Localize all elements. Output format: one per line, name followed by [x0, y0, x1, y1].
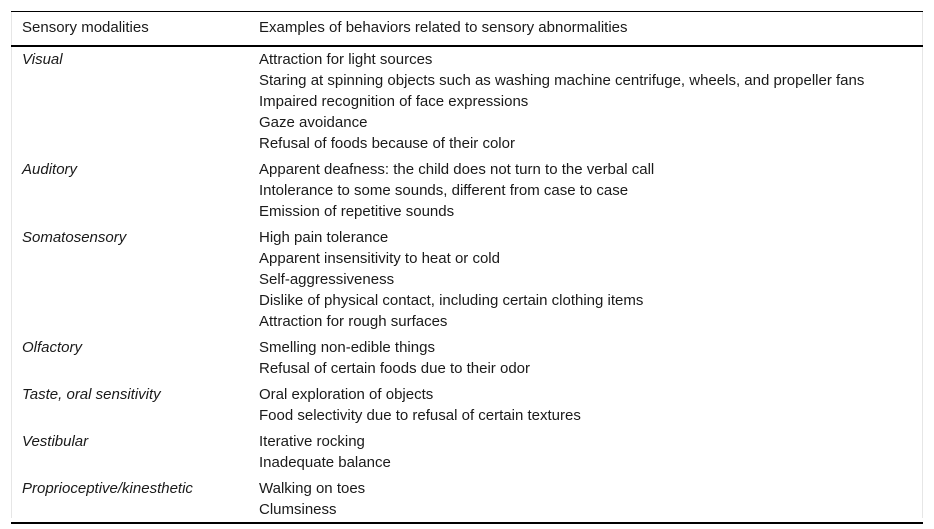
- example-item: Apparent deafness: the child does not turn to the verbal call: [259, 161, 655, 178]
- examples-cell: [259, 430, 923, 477]
- table-row: [11, 477, 923, 523]
- modality-cell: Vestibular: [22, 433, 89, 450]
- examples-cell: [259, 383, 923, 430]
- example-item: Clumsiness: [259, 501, 337, 518]
- modality-cell: Visual: [22, 51, 63, 68]
- table-row: [11, 158, 923, 226]
- modality-cell: Olfactory: [22, 339, 83, 356]
- modality-cell: Taste, oral sensitivity: [22, 386, 161, 403]
- table-row: [11, 226, 923, 336]
- examples-cell: [259, 46, 923, 158]
- example-item: Intolerance to some sounds, different from case to case: [259, 182, 629, 199]
- example-item: Food selectivity due to refusal of certain textures: [259, 407, 581, 424]
- example-item: Refusal of certain foods due to their odor: [259, 360, 530, 377]
- examples-cell: [259, 158, 923, 226]
- modality-cell: Somatosensory: [22, 229, 127, 246]
- table-header-row: [11, 12, 923, 47]
- table-row: [11, 46, 923, 158]
- examples-cell: [259, 477, 923, 523]
- table-row: [11, 430, 923, 477]
- examples-cell: [259, 336, 923, 383]
- example-item: Attraction for rough surfaces: [259, 313, 448, 330]
- table-row: [11, 383, 923, 430]
- example-item: High pain tolerance: [259, 229, 389, 246]
- example-item: Inadequate balance: [259, 454, 391, 471]
- example-item: Impaired recognition of face expressions: [259, 93, 529, 110]
- example-item: Walking on toes: [259, 480, 366, 497]
- example-item: Dislike of physical contact, including certain clothing items: [259, 292, 644, 309]
- example-item: Emission of repetitive sounds: [259, 203, 455, 220]
- sensory-table: [11, 11, 923, 524]
- header-modalities: Sensory modalities: [11, 12, 259, 47]
- example-item: Self-aggressiveness: [259, 271, 395, 288]
- example-item: Gaze avoidance: [259, 114, 368, 131]
- example-item: Smelling non-edible things: [259, 339, 435, 356]
- example-item: Apparent insensitivity to heat or cold: [259, 250, 500, 267]
- table-row: [11, 336, 923, 383]
- example-item: Attraction for light sources: [259, 51, 433, 68]
- header-examples: Examples of behaviors related to sensory abnormalities: [259, 12, 923, 47]
- modality-cell: Auditory: [22, 161, 78, 178]
- example-item: Refusal of foods because of their color: [259, 135, 515, 152]
- modality-cell: Proprioceptive/kinesthetic: [11, 477, 259, 523]
- examples-cell: [259, 226, 923, 336]
- example-item: Iterative rocking: [259, 433, 365, 450]
- example-item: Staring at spinning objects such as washing machine centrifuge, wheels, and propeller fans: [259, 72, 865, 89]
- example-item: Oral exploration of objects: [259, 386, 434, 403]
